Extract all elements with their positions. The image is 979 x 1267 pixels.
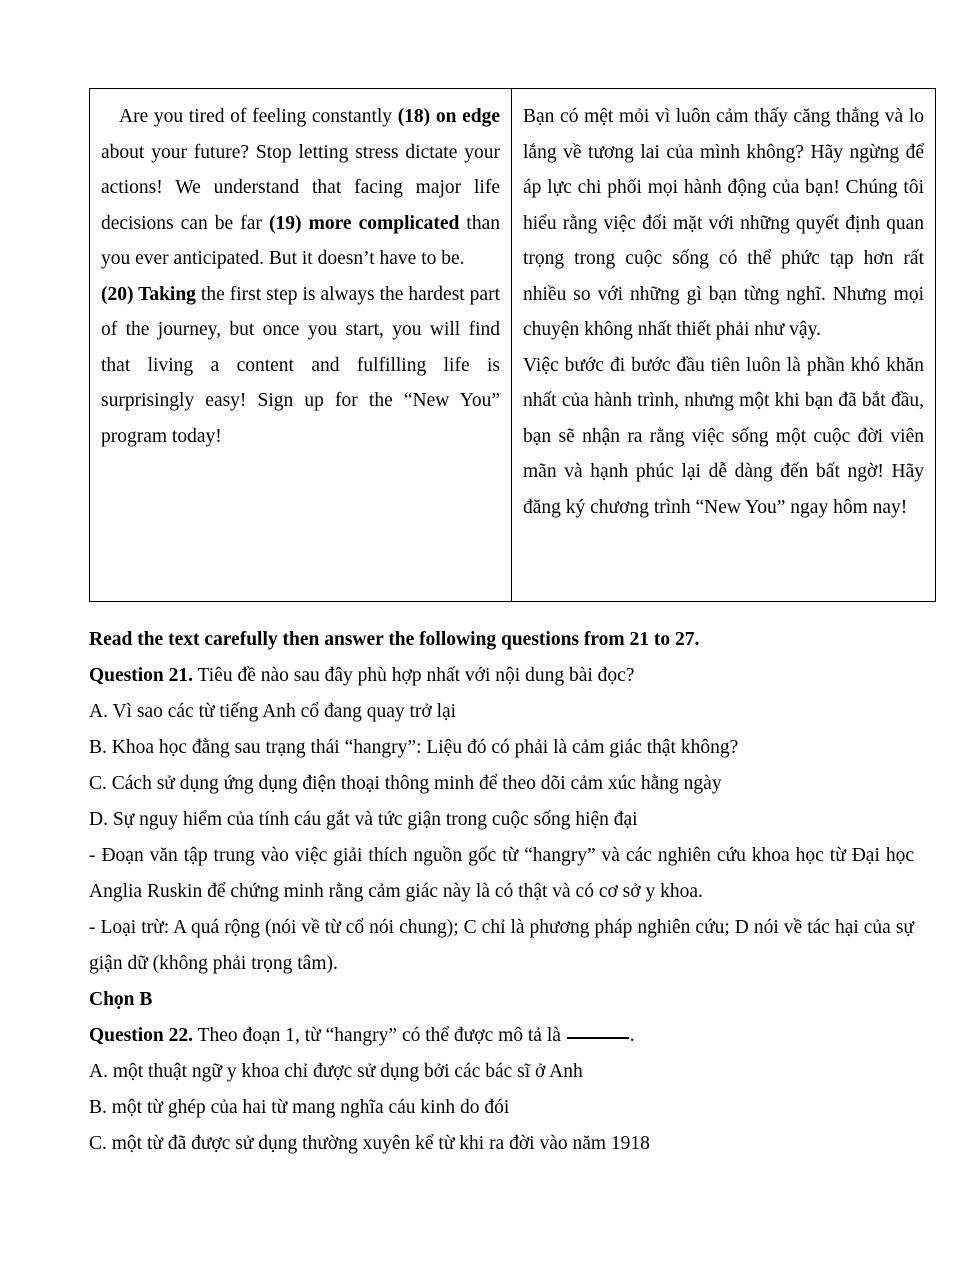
question-21-option-d[interactable]: D. Sự nguy hiểm của tính cáu gắt và tức giận trong cuộc sống hiện đại (89, 809, 638, 830)
reading-instruction: Read the text carefully then answer the following questions from 21 to 27. (89, 629, 700, 650)
question-21-label: Question 21. (89, 665, 194, 686)
vietnamese-passage-paragraph (523, 348, 924, 526)
vietnamese-passage-paragraph (523, 99, 924, 348)
question-22-option-b[interactable]: B. một từ ghép của hai từ mang nghĩa cáu kinh do đói (89, 1097, 510, 1118)
question-22-answer-blank[interactable] (567, 1037, 629, 1039)
english-passage-paragraph (101, 277, 500, 455)
english-passage-run: (19) more complicated (269, 212, 460, 234)
english-passage-paragraph (101, 99, 500, 277)
english-passage-run: about your future? Stop letting stress dictate your actions! We understand that facing major life decisions can be far (101, 141, 500, 234)
question-22-option-c[interactable]: C. một từ đã được sử dụng thường xuyên kể từ khi ra đời vào năm 1918 (89, 1133, 650, 1154)
vietnamese-passage-run: Bạn có mệt mỏi vì luôn cảm thấy căng thẳng và lo lắng về tương lai của mình không? Hãy ngừng để áp lực chi phối mọi hành động của bạn! Chúng tôi hiểu rằng việc đối mặt với những quyết định quan trọng trong cuộc sống có thể phức tạp hơn rất nhiều so với những gì bạn từng nghĩ. Nhưng mọi chuyện không nhất thiết phải như vậy. (523, 106, 924, 340)
question-22-text-before-blank: Theo đoạn 1, từ “hangry” có thể được mô tả là (193, 1025, 566, 1046)
question-21-explanation-2: - Loại trừ: A quá rộng (nói về từ cổ nói chung); C chỉ là phương pháp nghiên cứu; D nói về tác hại của sự giận dữ (không phải trọng tâm). (89, 917, 914, 974)
english-passage-run: the first step is always the hardest part of the journey, but once you start, you will find that living a content and fulfilling life is surprisingly easy! Sign up for the “New You” program today! (101, 283, 500, 447)
english-passage-run: (20) Taking (101, 283, 196, 305)
english-passage-run: (18) on edge (397, 106, 500, 127)
question-22-label: Question 22. (89, 1025, 194, 1046)
question-22-text-after-blank: . (629, 1025, 635, 1046)
question-21-answer: Chọn B (89, 989, 153, 1010)
question-22-option-a[interactable]: A. một thuật ngữ y khoa chỉ được sử dụng bởi các bác sĩ ở Anh (89, 1061, 583, 1082)
vietnamese-passage-body (523, 99, 924, 525)
question-21-option-a[interactable]: A. Vì sao các từ tiếng Anh cổ đang quay trở lại (89, 701, 457, 722)
question-21-explanation-1: - Đoạn văn tập trung vào việc giải thích nguồn gốc từ “hangry” và các nghiên cứu khoa học từ Đại học Anglia Ruskin để chứng minh rằng cảm giác này là có thật và có cơ sở y khoa. (89, 845, 914, 902)
question-21-text: Tiêu đề nào sau đây phù hợp nhất với nội dung bài đọc? (193, 665, 635, 686)
bilingual-passage-table (89, 88, 936, 602)
questions-section (89, 622, 914, 1162)
passage-cell-english (90, 89, 512, 602)
passage-cell-vietnamese (512, 89, 936, 602)
english-passage-run: than you ever anticipated. But it doesn’t have to be. (101, 212, 500, 269)
vietnamese-passage-run: Việc bước đi bước đầu tiên luôn là phần khó khăn nhất của hành trình, nhưng một khi bạn đã bắt đầu, bạn sẽ nhận ra rằng việc sống một cuộc đời viên mãn và hạnh phúc lại dễ dàng đến bất ngờ! Hãy đăng ký chương trình “New You” ngay hôm nay! (523, 354, 924, 518)
question-21-option-c[interactable]: C. Cách sử dụng ứng dụng điện thoại thông minh để theo dõi cảm xúc hằng ngày (89, 773, 722, 794)
question-21-option-b[interactable]: B. Khoa học đằng sau trạng thái “hangry”: Liệu đó có phải là cảm giác thật không? (89, 737, 739, 758)
question-22-prompt (89, 1018, 914, 1054)
question-21-prompt (89, 658, 914, 694)
english-passage-body (101, 99, 500, 454)
english-passage-run: Are you tired of feeling constantly (119, 106, 398, 127)
table-row (90, 89, 936, 602)
